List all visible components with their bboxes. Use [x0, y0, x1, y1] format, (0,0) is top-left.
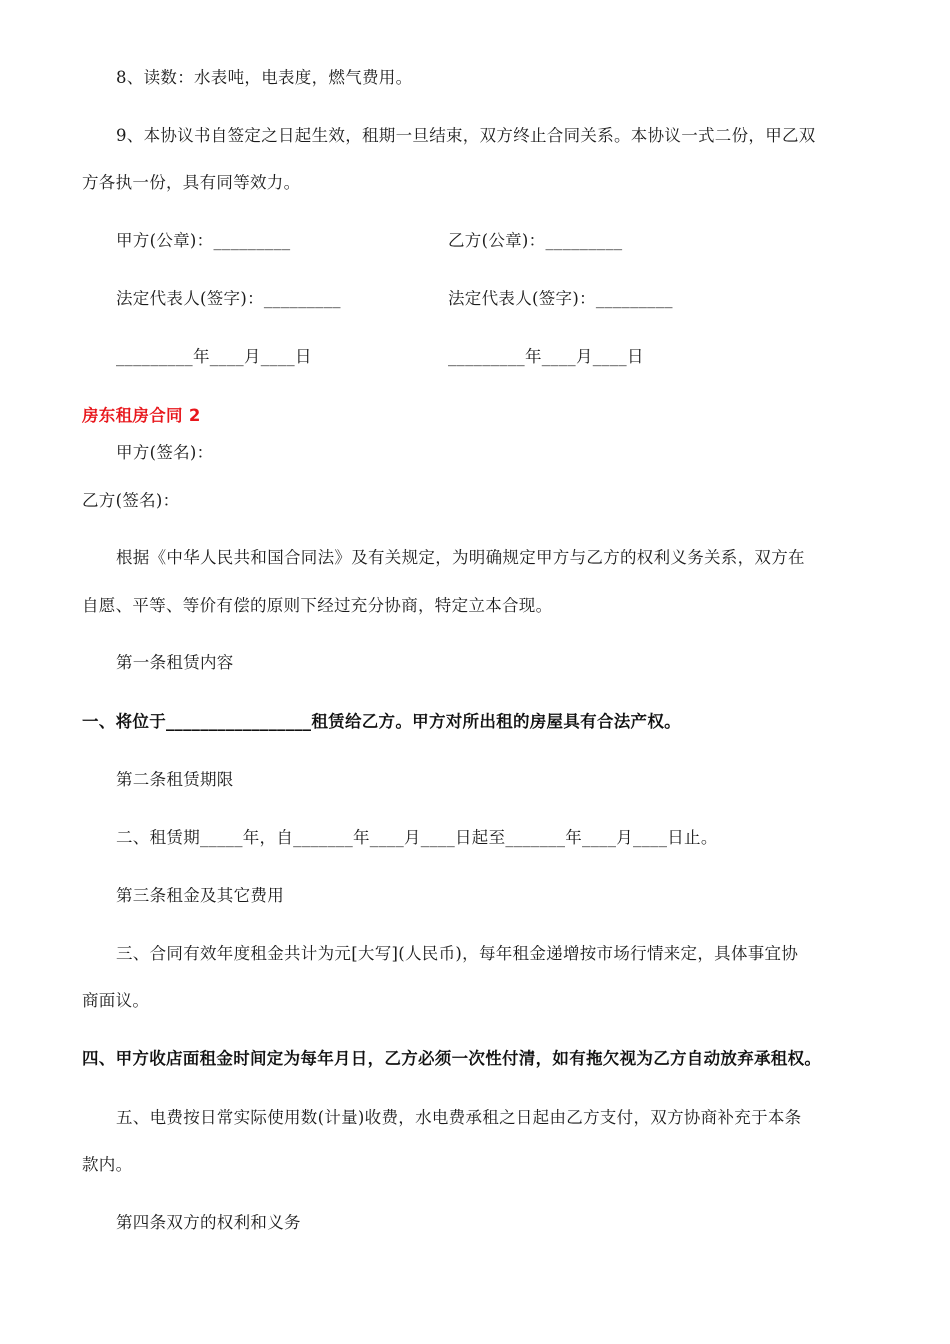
intro-line-2: 自愿、平等、等价有偿的原则下经过充分协商，特定立本合现。 — [82, 596, 553, 615]
item-9-line-2: 方各执一份，具有同等效力。 — [82, 173, 301, 192]
party-b-signature: 乙方(签名)： — [82, 491, 180, 510]
party-a-seal: 甲方(公章)：_________ — [116, 231, 291, 250]
party-b-legal-rep: 法定代表人(签字)：_________ — [448, 289, 673, 308]
article-3-title: 第三条租金及其它费用 — [116, 886, 284, 905]
party-a-legal-rep: 法定代表人(签字)：_________ — [116, 289, 341, 308]
article-2-title: 第二条租赁期限 — [116, 770, 234, 789]
party-a-date: _________年____月____日 — [116, 347, 312, 366]
clause-3-line-2: 商面议。 — [82, 991, 150, 1010]
party-a-signature: 甲方(签名)： — [116, 443, 214, 462]
clause-5-line-2: 款内。 — [82, 1155, 133, 1174]
article-4-title: 第四条双方的权利和义务 — [116, 1213, 301, 1232]
clause-5-line-1: 五、电费按日常实际使用数(计量)收费，水电费承租之日起由乙方支付，双方协商补充于本条 — [116, 1108, 802, 1127]
clause-4: 四、甲方收店面租金时间定为每年月日，乙方必须一次性付清，如有拖欠视为乙方自动放弃承租权。 — [82, 1049, 822, 1068]
party-b-date: _________年____月____日 — [448, 347, 644, 366]
item-8-meter-readings: 8、读数：水表吨，电表度，燃气费用。 — [116, 68, 413, 87]
intro-line-1: 根据《中华人民共和国合同法》及有关规定，为明确规定甲方与乙方的权利义务关系，双方在 — [116, 548, 805, 567]
contract-2-heading: 房东租房合同 2 — [82, 406, 201, 425]
clause-3-line-1: 三、合同有效年度租金共计为元[大写](人民币)，每年租金递增按市场行情来定，具体事宜协 — [116, 944, 799, 963]
clause-1: 一、将位于_________________租赁给乙方。甲方对所出租的房屋具有合法产权。 — [82, 712, 681, 731]
article-1-title: 第一条租赁内容 — [116, 653, 234, 672]
party-b-seal: 乙方(公章)：_________ — [448, 231, 623, 250]
item-9-line-1: 9、本协议书自签定之日起生效，租期一旦结束，双方终止合同关系。本协议一式二份，甲乙双 — [116, 126, 816, 145]
clause-2: 二、租赁期_____年，自_______年____月____日起至_______年____月____日止。 — [116, 828, 718, 847]
